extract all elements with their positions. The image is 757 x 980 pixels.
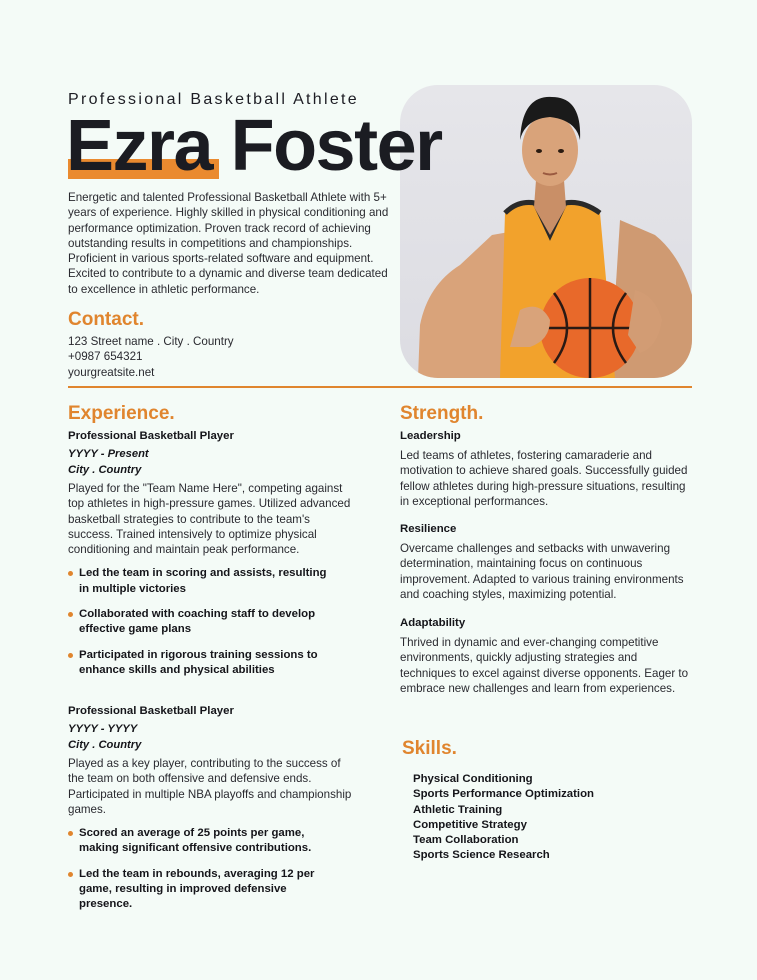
job-achievements bbox=[68, 566, 336, 678]
skill-item: Physical Conditioning bbox=[413, 773, 533, 785]
job-title: Professional Basketball Player bbox=[68, 705, 234, 717]
job-dates: YYYY - Present bbox=[68, 448, 149, 460]
bullet-dot-icon bbox=[68, 872, 73, 877]
profile-summary: Energetic and talented Professional Basketball Athlete with 5+ years of experience. Highly skilled in physical conditioning and performance optimization. Proven track record of achieving outstanding results in competitions and championships. Proficient in various sports-related software and equipment. Excited to contribute to a dynamic and diverse team dedicated to excellence in athletic performance. bbox=[68, 191, 389, 296]
bullet-dot-icon bbox=[68, 831, 73, 836]
section-divider bbox=[68, 386, 692, 388]
strength-title: Leadership bbox=[400, 430, 461, 442]
athlete-photo bbox=[400, 85, 692, 378]
strength-description: Overcame challenges and setbacks with unwavering determination, maintaining focus on continuous improvement. Adapted to various training environments and coaching styles, maximizing potential. bbox=[400, 542, 684, 601]
skills-heading: Skills. bbox=[402, 738, 457, 759]
bullet-dot-icon bbox=[68, 571, 73, 576]
job-description: Played as a key player, contributing to the success of the team on both offensive and defensive ends. Participated in multiple NBA playoffs and championship games. bbox=[68, 757, 352, 816]
job-achievements bbox=[68, 826, 336, 912]
contact-address: 123 Street name . City . Country bbox=[68, 335, 234, 348]
contact-phone: +0987 654321 bbox=[68, 350, 143, 364]
job-entry bbox=[68, 430, 358, 678]
bullet-dot-icon bbox=[68, 612, 73, 617]
job-location: City . Country bbox=[68, 463, 142, 476]
skill-item: Sports Science Research bbox=[413, 849, 550, 862]
skill-item: Athletic Training bbox=[413, 803, 503, 816]
achievement-item: Collaborated with coaching staff to develop effective game plans bbox=[68, 607, 336, 638]
contact-website: yourgreatsite.net bbox=[68, 365, 155, 379]
strength-heading: Strength. bbox=[400, 403, 484, 424]
strength-item bbox=[400, 430, 690, 509]
strength-description: Led teams of athletes, fostering camaraderie and motivation to achieve shared goals. Successfully guided fellow athletes during high-pressure situations, resulting in exceptional performances. bbox=[400, 449, 688, 508]
job-dates: YYYY - YYYY bbox=[68, 723, 138, 735]
contact-heading: Contact. bbox=[68, 309, 144, 330]
skill-item: Sports Performance Optimization bbox=[413, 788, 595, 801]
bullet-dot-icon bbox=[68, 653, 73, 658]
candidate-name: Ezra Foster bbox=[66, 106, 442, 186]
strength-description: Thrived in dynamic and ever-changing competitive environments, quickly adjusting strategies and techniques to excel against diverse opponents. Eager to embrace new challenges and learn from experiences. bbox=[400, 636, 689, 695]
strength-item bbox=[400, 523, 690, 602]
strength-title: Resilience bbox=[400, 523, 457, 535]
strength-item bbox=[400, 617, 690, 696]
achievement-item: Led the team in scoring and assists, resulting in multiple victories bbox=[68, 566, 336, 597]
achievement-item: Scored an average of 25 points per game, making significant offensive contributions. bbox=[68, 826, 336, 857]
contact-details bbox=[68, 334, 234, 380]
achievement-item: Led the team in rebounds, averaging 12 per game, resulting in improved defensive presence. bbox=[68, 867, 336, 913]
skills-list bbox=[413, 772, 594, 864]
job-title: Professional Basketball Player bbox=[68, 430, 234, 442]
skill-item: Competitive Strategy bbox=[413, 818, 527, 831]
job-location: City . Country bbox=[68, 738, 142, 751]
achievement-item: Participated in rigorous training sessions to enhance skills and physical abilities bbox=[68, 648, 336, 679]
job-description: Played for the "Team Name Here", competing against top athletes in high-pressure games. Utilized advanced basketball strategies to contribute to the team's success. Trained intensively to optimize physical conditioning and maintain peak performance. bbox=[68, 482, 351, 557]
athlete-illustration bbox=[400, 85, 692, 378]
job-entry bbox=[68, 705, 358, 913]
strength-title: Adaptability bbox=[400, 617, 466, 629]
experience-heading: Experience. bbox=[68, 403, 175, 424]
skill-item: Team Collaboration bbox=[413, 834, 519, 847]
profession-subtitle: Professional Basketball Athlete bbox=[68, 91, 359, 108]
